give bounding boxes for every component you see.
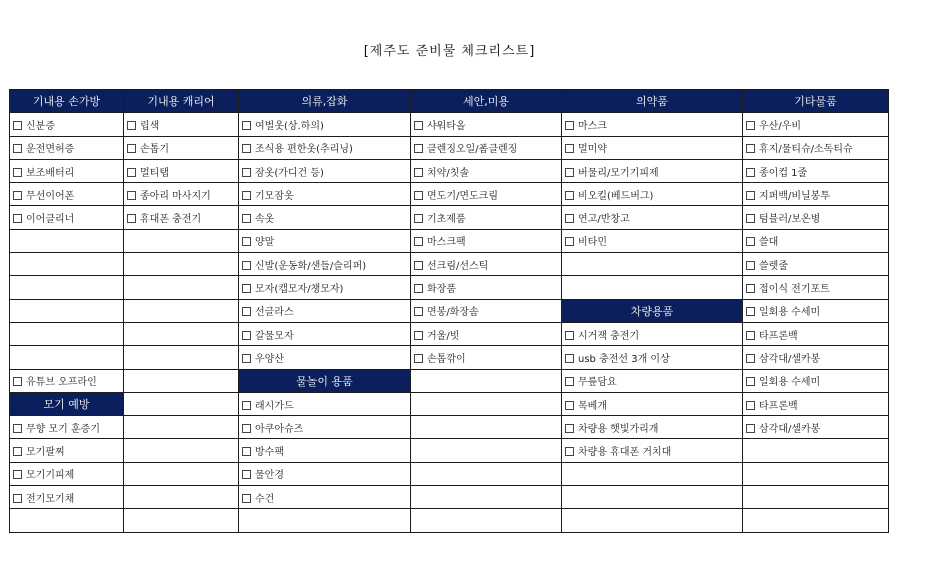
checklist-item [743, 346, 889, 369]
item-label: 물안경 [255, 470, 284, 482]
table-row [10, 416, 889, 439]
table-row [10, 346, 889, 369]
empty-cell [124, 439, 239, 462]
checklist-item [743, 416, 889, 439]
checklist-item [562, 322, 743, 345]
item-label: 우양산 [255, 353, 284, 365]
checkbox[interactable] [414, 144, 423, 153]
checklist-item [10, 113, 124, 136]
checklist-item [411, 159, 562, 182]
table-row [10, 206, 889, 229]
checklist-item [562, 159, 743, 182]
empty-cell [239, 509, 411, 532]
item-label: 클렌징오일/폼클렌징 [427, 144, 518, 156]
checkbox[interactable] [565, 237, 574, 246]
item-label: 선크림/선스틱 [427, 260, 489, 272]
item-label: 선글라스 [255, 307, 294, 319]
checkbox[interactable] [127, 168, 136, 177]
table-row [10, 486, 889, 509]
checkbox[interactable] [242, 144, 251, 153]
item-label: 면봉/화장솜 [427, 307, 479, 319]
empty-cell [124, 346, 239, 369]
item-label: 삼각대/셀카봉 [759, 353, 821, 365]
checklist-item [10, 136, 124, 159]
empty-cell [562, 276, 743, 299]
checkbox[interactable] [242, 191, 251, 200]
checkbox[interactable] [565, 214, 574, 223]
item-label: 타프론백 [759, 400, 798, 412]
checkbox[interactable] [242, 214, 251, 223]
table-row [10, 322, 889, 345]
empty-cell [10, 299, 124, 322]
item-label: 지퍼백/비닐봉투 [759, 190, 830, 202]
checklist-item [239, 439, 411, 462]
section-header-label: 차량용품 [630, 304, 674, 318]
checklist-item [411, 322, 562, 345]
checklist-item [562, 183, 743, 206]
checkbox[interactable] [127, 144, 136, 153]
checkbox[interactable] [414, 121, 423, 130]
table-row [10, 439, 889, 462]
checkbox[interactable] [127, 121, 136, 130]
item-label: 래시가드 [255, 400, 294, 412]
checklist-item [10, 416, 124, 439]
checkbox[interactable] [13, 214, 22, 223]
item-label: 양말 [255, 237, 275, 249]
checkbox[interactable] [746, 331, 755, 340]
checkbox[interactable] [127, 191, 136, 200]
item-label: 종아리 마사지기 [140, 190, 211, 202]
checklist-item [10, 439, 124, 462]
empty-cell [124, 486, 239, 509]
table-row [10, 392, 889, 415]
table-row [10, 113, 889, 136]
section-header [239, 369, 411, 392]
checklist-item [743, 253, 889, 276]
table-row [10, 159, 889, 182]
item-label: 텀블러/보온병 [759, 214, 821, 226]
empty-cell [562, 253, 743, 276]
item-label: 종이컵 1줄 [759, 167, 808, 179]
checkbox[interactable] [746, 307, 755, 316]
item-label: 일회용 수세미 [759, 377, 821, 389]
item-label: 여벌옷(상.하의) [255, 120, 324, 132]
empty-cell [743, 486, 889, 509]
checklist-item [124, 159, 239, 182]
checkbox[interactable] [242, 447, 251, 456]
item-label: 기초제품 [427, 214, 466, 226]
checkbox[interactable] [414, 354, 423, 363]
item-label: 모기기피제 [26, 470, 75, 482]
item-label: 거울/빗 [427, 330, 460, 342]
checkbox[interactable] [414, 168, 423, 177]
item-label: 시거잭 충전기 [578, 330, 640, 342]
checklist-item [743, 159, 889, 182]
checkbox[interactable] [746, 401, 755, 410]
checklist-item [124, 113, 239, 136]
item-label: 잠옷(가디건 등) [255, 167, 324, 179]
table-row [10, 183, 889, 206]
checklist-item [411, 206, 562, 229]
empty-cell [124, 322, 239, 345]
checkbox[interactable] [746, 168, 755, 177]
table-row [10, 136, 889, 159]
item-label: 차량용 휴대폰 거치대 [578, 447, 672, 459]
checkbox[interactable] [414, 284, 423, 293]
column-header: 기내용 손가방 [10, 90, 124, 113]
checklist-item [239, 486, 411, 509]
empty-cell [124, 509, 239, 532]
empty-cell [124, 462, 239, 485]
checkbox[interactable] [565, 401, 574, 410]
table-row [10, 299, 889, 322]
checkbox[interactable] [242, 168, 251, 177]
checkbox[interactable] [746, 214, 755, 223]
checkbox[interactable] [242, 237, 251, 246]
item-label: 면도기/면도크림 [427, 190, 498, 202]
item-label: 조식용 편한옷(추리닝) [255, 144, 353, 156]
empty-cell [411, 392, 562, 415]
checkbox[interactable] [414, 214, 423, 223]
checkbox[interactable] [242, 401, 251, 410]
checkbox[interactable] [242, 494, 251, 503]
checklist-item [743, 183, 889, 206]
checklist-item [239, 462, 411, 485]
checklist-item [239, 136, 411, 159]
checkbox[interactable] [414, 261, 423, 270]
empty-cell [411, 486, 562, 509]
item-label: 쓸대 [759, 237, 779, 249]
section-header-label: 모기 예방 [43, 398, 90, 411]
empty-cell [411, 416, 562, 439]
empty-cell [10, 509, 124, 532]
checklist-item [239, 392, 411, 415]
item-label: 아쿠아슈즈 [255, 423, 304, 435]
checkbox[interactable] [242, 121, 251, 130]
checklist-item [743, 206, 889, 229]
checklist-item [239, 346, 411, 369]
column-header: 세안,미용 [411, 90, 562, 113]
item-label: 운전면허증 [26, 144, 75, 156]
item-label: 손톱기 [140, 144, 169, 156]
header-row [10, 90, 889, 113]
empty-cell [10, 322, 124, 345]
checkbox[interactable] [565, 191, 574, 200]
checkbox[interactable] [746, 237, 755, 246]
empty-cell [124, 229, 239, 252]
column-header: 의약품 [562, 90, 743, 113]
table-row [10, 276, 889, 299]
item-label: 휴지/물티슈/소독티슈 [759, 144, 853, 156]
item-label: 무릎담요 [578, 377, 617, 389]
empty-cell [562, 486, 743, 509]
item-label: 전기모기채 [26, 493, 75, 505]
item-label: 보조배터리 [26, 167, 75, 179]
section-header [562, 299, 743, 322]
checkbox[interactable] [414, 237, 423, 246]
checklist-item [562, 369, 743, 392]
checkbox[interactable] [414, 191, 423, 200]
checklist-item [239, 322, 411, 345]
checklist-item [239, 299, 411, 322]
item-label: 우산/우비 [759, 120, 802, 132]
checklist-item [743, 299, 889, 322]
item-label: 무선이어폰 [26, 190, 75, 202]
checklist-item [10, 206, 124, 229]
item-label: 연고/반창고 [578, 214, 630, 226]
checklist-item [743, 369, 889, 392]
empty-cell [743, 509, 889, 532]
item-label: 멀티탭 [140, 167, 169, 179]
item-label: 멀미약 [578, 144, 607, 156]
item-label: 치약/칫솔 [427, 167, 470, 179]
checkbox[interactable] [565, 168, 574, 177]
checkbox[interactable] [565, 144, 574, 153]
checkbox[interactable] [242, 307, 251, 316]
table-row [10, 253, 889, 276]
item-label: 접이식 전기포트 [759, 284, 830, 296]
checklist-item [411, 253, 562, 276]
item-label: 버물리/모기기피제 [578, 167, 659, 179]
checkbox[interactable] [13, 470, 22, 479]
column-header: 의류,잡화 [239, 90, 411, 113]
item-label: 속옷 [255, 214, 275, 226]
checkbox[interactable] [13, 377, 22, 386]
checkbox[interactable] [242, 331, 251, 340]
checklist-item [743, 392, 889, 415]
empty-cell [10, 253, 124, 276]
empty-cell [743, 462, 889, 485]
item-label: 쓸렛줄 [759, 260, 788, 272]
item-label: 신발(운동화/샌들/슬리퍼) [255, 260, 367, 272]
checklist-item [10, 462, 124, 485]
section-header-label: 물놀이 용품 [296, 374, 353, 388]
checkbox[interactable] [746, 144, 755, 153]
item-label: usb 충전선 3개 이상 [578, 353, 670, 365]
empty-cell [10, 229, 124, 252]
table-row [10, 369, 889, 392]
item-label: 유튜브 오프라인 [26, 377, 97, 389]
checklist-item [562, 136, 743, 159]
checklist-item [411, 299, 562, 322]
item-label: 휴대폰 충전기 [140, 214, 202, 226]
checklist-item [10, 369, 124, 392]
checklist-item [743, 229, 889, 252]
checklist-item [743, 322, 889, 345]
item-label: 목베개 [578, 400, 607, 412]
item-label: 비오킬(베드버그) [578, 190, 654, 202]
checklist-item [411, 113, 562, 136]
checkbox[interactable] [13, 447, 22, 456]
checklist-item [124, 183, 239, 206]
item-label: 마스크 [578, 120, 607, 132]
checklist-item [411, 276, 562, 299]
checklist-item [562, 416, 743, 439]
item-label: 샤워타올 [427, 120, 466, 132]
checklist-item [239, 113, 411, 136]
checkbox[interactable] [414, 331, 423, 340]
checklist-item [10, 486, 124, 509]
checklist-item [562, 392, 743, 415]
empty-cell [124, 253, 239, 276]
section-header [10, 392, 124, 415]
checklist-item [562, 206, 743, 229]
checklist-item [239, 229, 411, 252]
checkbox[interactable] [127, 214, 136, 223]
checkbox[interactable] [565, 447, 574, 456]
empty-cell [124, 416, 239, 439]
checkbox[interactable] [242, 354, 251, 363]
empty-cell [10, 346, 124, 369]
item-label: 비타민 [578, 237, 607, 249]
checklist-item [743, 136, 889, 159]
checkbox[interactable] [746, 424, 755, 433]
item-label: 차량용 햇빛가리개 [578, 423, 659, 435]
checkbox[interactable] [746, 191, 755, 200]
empty-cell [562, 462, 743, 485]
checkbox[interactable] [13, 144, 22, 153]
empty-cell [562, 509, 743, 532]
item-label: 신분증 [26, 120, 55, 132]
sheet-title: [제주도 준비물 체크리스트] [363, 44, 536, 59]
empty-cell [124, 369, 239, 392]
item-label: 모자(캡모자/챙모자) [255, 284, 344, 296]
item-label: 타프론백 [759, 330, 798, 342]
checklist-item [239, 276, 411, 299]
empty-cell [411, 369, 562, 392]
checklist-item [239, 416, 411, 439]
checklist-item [562, 439, 743, 462]
table-row [10, 462, 889, 485]
checkbox[interactable] [746, 284, 755, 293]
item-label: 립색 [140, 120, 160, 132]
checkbox[interactable] [242, 284, 251, 293]
checklist-item [743, 113, 889, 136]
empty-cell [124, 392, 239, 415]
checkbox[interactable] [565, 377, 574, 386]
item-label: 화장품 [427, 284, 456, 296]
checkbox[interactable] [242, 261, 251, 270]
checkbox[interactable] [746, 121, 755, 130]
checkbox[interactable] [242, 424, 251, 433]
item-label: 이어클리너 [26, 214, 75, 226]
item-label: 모기팔찌 [26, 447, 65, 459]
checklist-item [10, 159, 124, 182]
item-label: 마스크팩 [427, 237, 466, 249]
item-label: 삼각대/셀카봉 [759, 423, 821, 435]
checkbox[interactable] [746, 261, 755, 270]
column-header: 기타물품 [743, 90, 889, 113]
checklist-item [411, 229, 562, 252]
item-label: 기모잠옷 [255, 190, 294, 202]
checklist-item [562, 113, 743, 136]
table-row [10, 509, 889, 532]
item-label: 방수팩 [255, 447, 284, 459]
checkbox[interactable] [565, 354, 574, 363]
checkbox[interactable] [565, 424, 574, 433]
checklist-table [9, 89, 889, 533]
empty-cell [124, 299, 239, 322]
checkbox[interactable] [13, 168, 22, 177]
checkbox[interactable] [13, 424, 22, 433]
checklist-item [10, 183, 124, 206]
checkbox[interactable] [565, 331, 574, 340]
checklist-item [411, 183, 562, 206]
checklist-item [239, 206, 411, 229]
checkbox[interactable] [242, 470, 251, 479]
column-header: 기내용 캐리어 [124, 90, 239, 113]
empty-cell [411, 462, 562, 485]
checkbox[interactable] [414, 307, 423, 316]
item-label: 일회용 수세미 [759, 307, 821, 319]
checklist-item [124, 136, 239, 159]
checklist-item [239, 183, 411, 206]
item-label: 갈물모자 [255, 330, 294, 342]
checkbox[interactable] [746, 354, 755, 363]
checklist-item [743, 276, 889, 299]
checkbox[interactable] [13, 121, 22, 130]
empty-cell [10, 276, 124, 299]
checklist-item [411, 346, 562, 369]
checklist-item [239, 253, 411, 276]
checklist-item [411, 136, 562, 159]
checklist-item [562, 229, 743, 252]
item-label: 수건 [255, 493, 275, 505]
item-label: 손톱깎이 [427, 353, 466, 365]
checklist-item [239, 159, 411, 182]
checklist-item [562, 346, 743, 369]
empty-cell [411, 509, 562, 532]
empty-cell [743, 439, 889, 462]
checkbox[interactable] [13, 191, 22, 200]
item-label: 무향 모기 훈증기 [26, 423, 100, 435]
table-row [10, 229, 889, 252]
checklist-item [124, 206, 239, 229]
empty-cell [124, 276, 239, 299]
checkbox[interactable] [565, 121, 574, 130]
checkbox[interactable] [13, 494, 22, 503]
checkbox[interactable] [746, 377, 755, 386]
empty-cell [411, 439, 562, 462]
